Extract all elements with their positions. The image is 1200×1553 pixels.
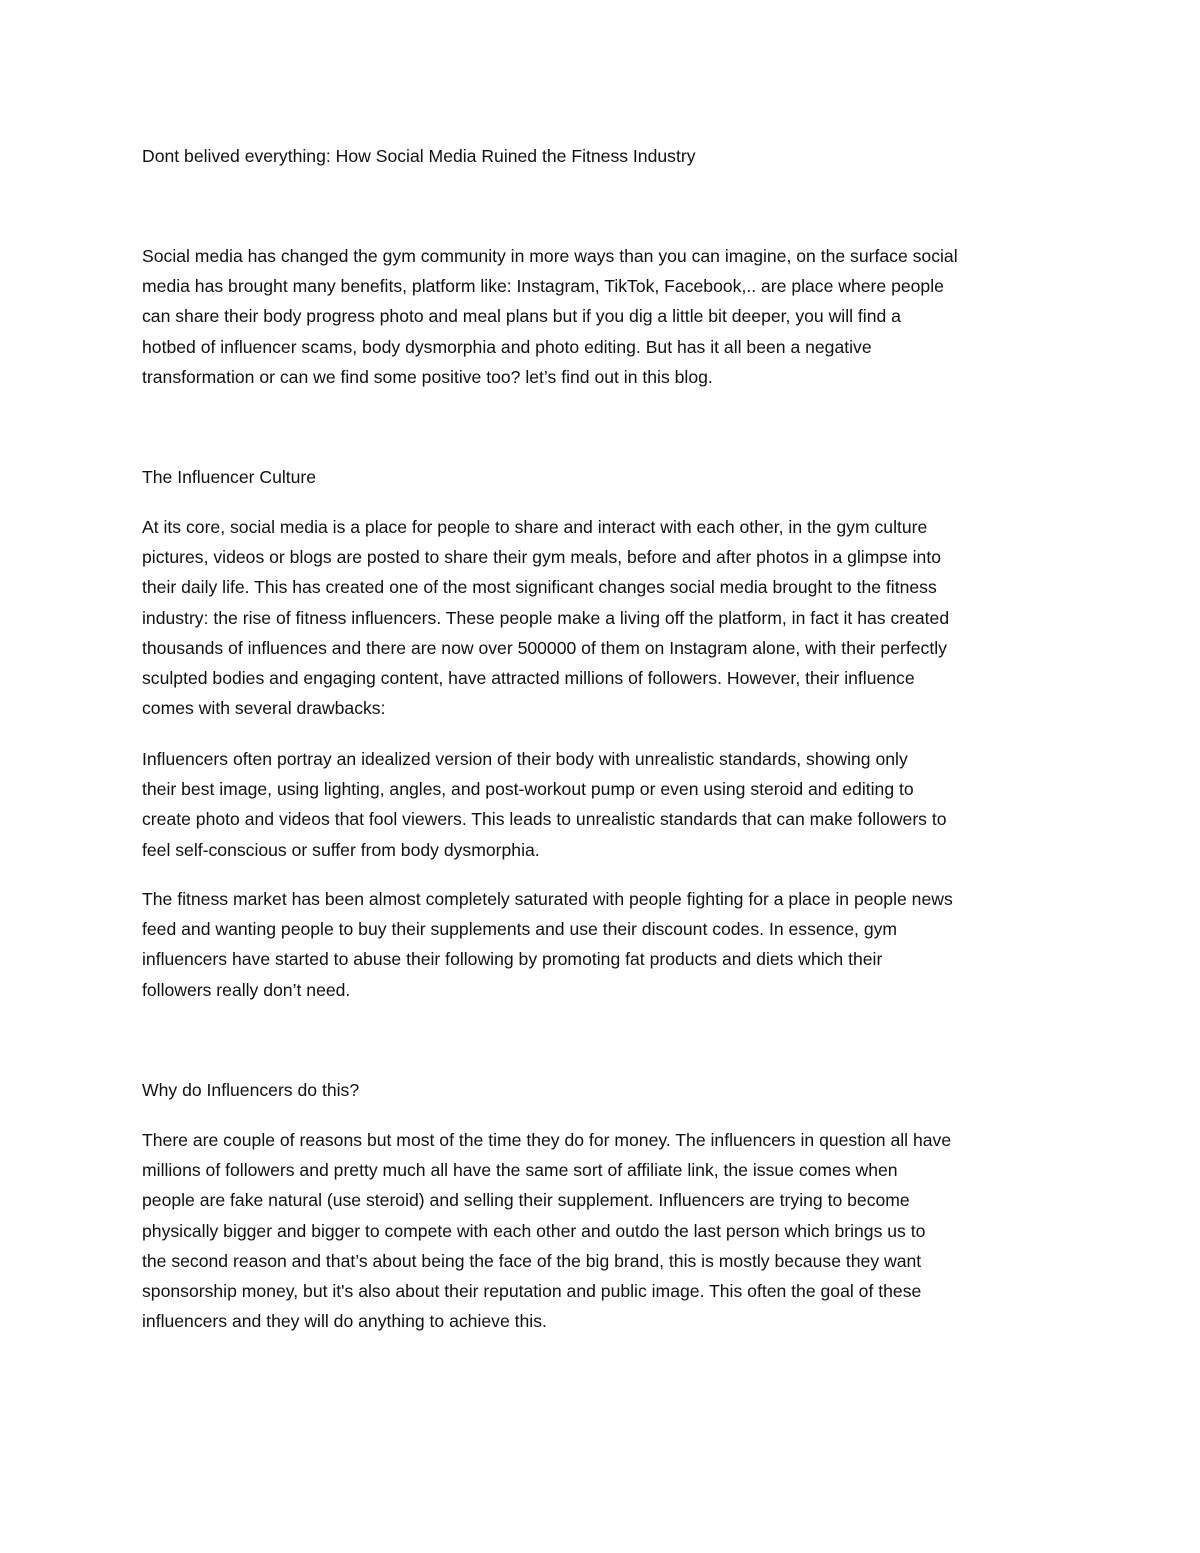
paragraph-line: thousands of influences and there are now over 500000 of them on Instagram alone, with their perfectly bbox=[142, 637, 947, 658]
paragraph-line: comes with several drawbacks: bbox=[142, 698, 386, 719]
paragraph-line: can share their body progress photo and meal plans but if you dig a little bit deeper, you will find a bbox=[142, 306, 901, 327]
section-heading-why-influencers bbox=[142, 1075, 1072, 1105]
paragraph-line: Social media has changed the gym community in more ways than you can imagine, on the surface social bbox=[142, 246, 958, 266]
paragraph-line: their best image, using lighting, angles, and post-workout pump or even using steroid and editing to bbox=[142, 779, 914, 800]
paragraph-line: people are fake natural (use steroid) and selling their supplement. Influencers are trying to become bbox=[142, 1190, 910, 1211]
paragraph-line: feel self-conscious or suffer from body dysmorphia. bbox=[142, 839, 540, 860]
paragraph-line: There are couple of reasons but most of the time they do for money. The influencers in question all have bbox=[142, 1130, 952, 1150]
document-title bbox=[142, 141, 1072, 171]
paragraph-line: pictures, videos or blogs are posted to share their gym meals, before and after photos in a glimpse into bbox=[142, 547, 941, 568]
paragraph-line: millions of followers and pretty much all have the same sort of affiliate link, the issue comes when bbox=[142, 1160, 898, 1181]
influencer-culture-paragraph-2 bbox=[142, 744, 1072, 865]
heading-line: The Influencer Culture bbox=[142, 467, 317, 487]
paragraph-line: hotbed of influencer scams, body dysmorphia and photo editing. But has it all been a negative bbox=[142, 336, 872, 357]
paragraph-line: feed and wanting people to buy their supplements and use their discount codes. In essence, gym bbox=[142, 919, 898, 940]
paragraph-line: At its core, social media is a place for people to share and interact with each other, in the gym culture bbox=[142, 517, 928, 537]
paragraph-line: create photo and videos that fool viewers. This leads to unrealistic standards that can make followers to bbox=[142, 809, 947, 830]
paragraph-line: influencers have started to abuse their following by promoting fat products and diets which their bbox=[142, 949, 883, 970]
paragraph-line: the second reason and that’s about being the face of the big brand, this is mostly because they want bbox=[142, 1250, 922, 1271]
paragraph-line: industry: the rise of fitness influencers. These people make a living off the platform, in fact it has created bbox=[142, 607, 950, 628]
paragraph-line: followers really don’t need. bbox=[142, 979, 351, 1000]
heading-line: Why do Influencers do this? bbox=[142, 1080, 360, 1100]
paragraph-line: media has brought many benefits, platform like: Instagram, TikTok, Facebook,.. are place where people bbox=[142, 276, 944, 297]
influencer-culture-paragraph-1 bbox=[142, 512, 1072, 723]
section-heading-influencer-culture bbox=[142, 462, 1072, 492]
paragraph-line: sculpted bodies and engaging content, have attracted millions of followers. However, their influence bbox=[142, 668, 915, 689]
paragraph-line: Influencers often portray an idealized version of their body with unrealistic standards, showing only bbox=[142, 749, 908, 769]
influencer-culture-paragraph-3 bbox=[142, 884, 1072, 1005]
paragraph-line: physically bigger and bigger to compete with each other and outdo the last person which brings us to bbox=[142, 1220, 926, 1241]
paragraph-line: transformation or can we find some positive too? let’s find out in this blog. bbox=[142, 366, 713, 387]
why-influencers-paragraph bbox=[142, 1125, 1072, 1336]
intro-paragraph bbox=[142, 241, 1072, 392]
title-line: Dont belived everything: How Social Media Ruined the Fitness Industry bbox=[142, 146, 696, 166]
paragraph-line: The fitness market has been almost completely saturated with people fighting for a place in people news bbox=[142, 889, 953, 909]
paragraph-line: influencers and they will do anything to achieve this. bbox=[142, 1311, 547, 1332]
paragraph-line: sponsorship money, but it's also about their reputation and public image. This often the goal of these bbox=[142, 1281, 922, 1302]
paragraph-line: their daily life. This has created one of the most significant changes social media brought to the fitness bbox=[142, 577, 937, 598]
